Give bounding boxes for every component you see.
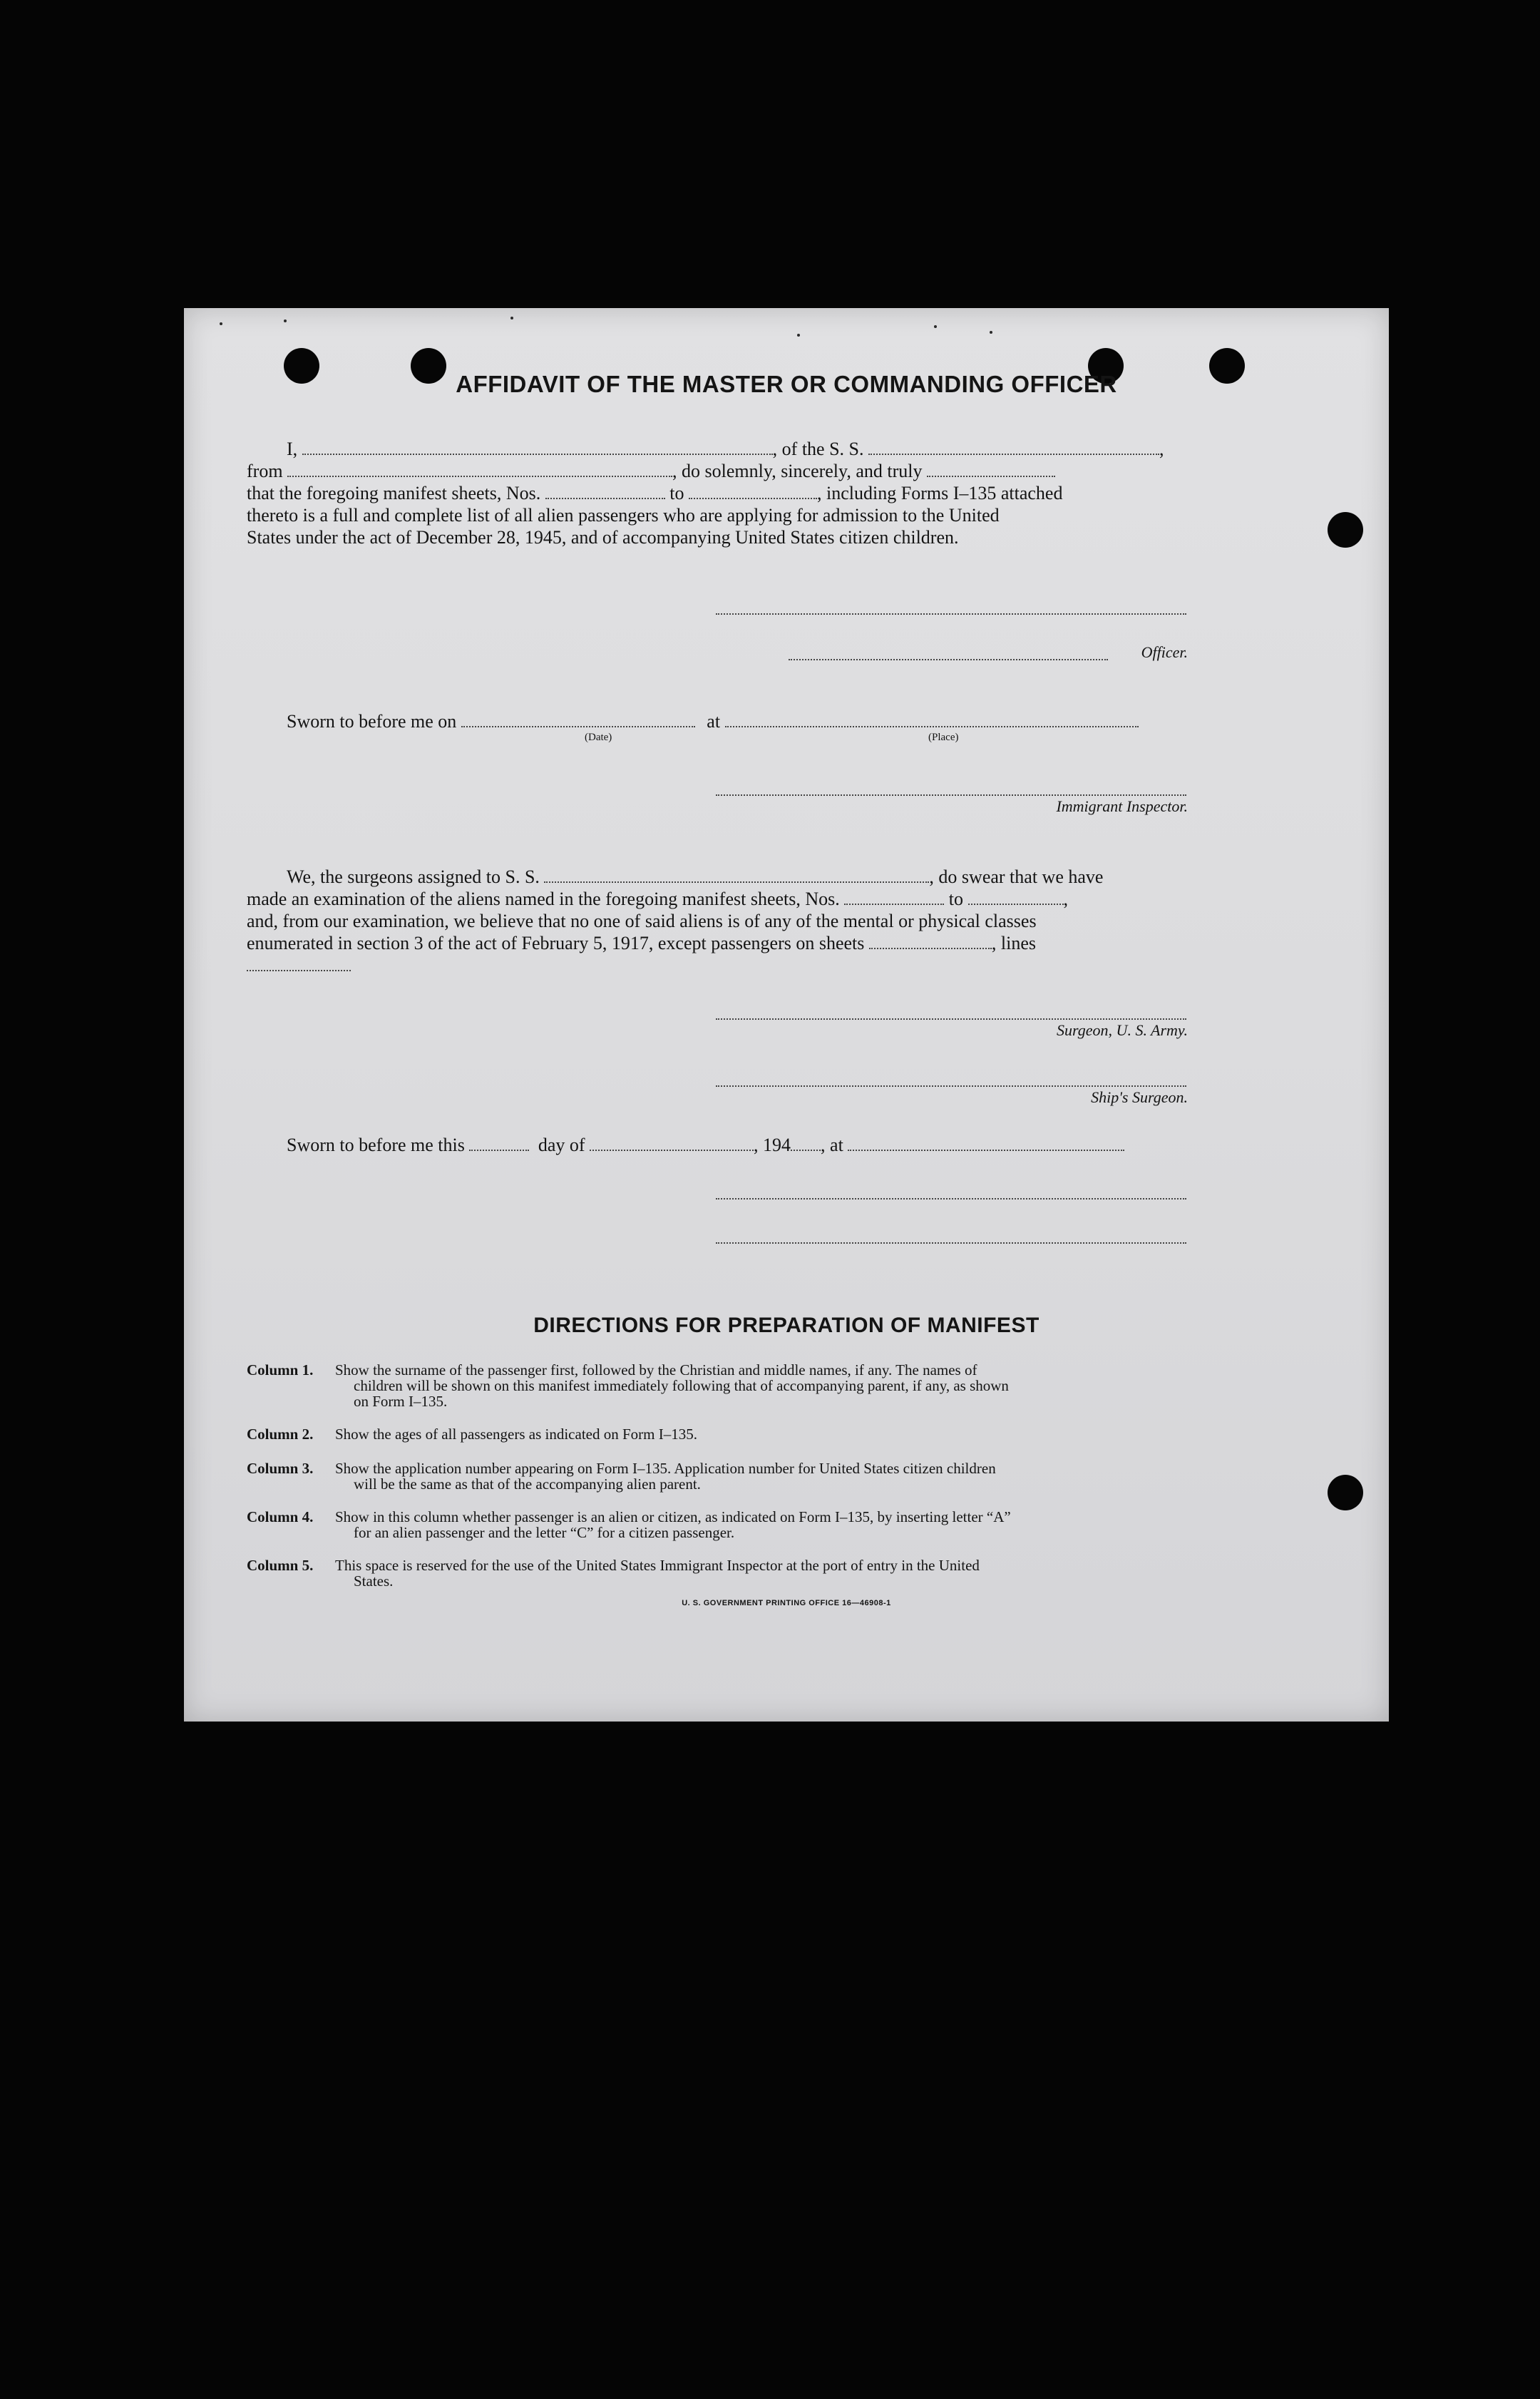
surgeons-sheet-from-field[interactable]	[844, 888, 944, 905]
army-surgeon-caption: Surgeon, U. S. Army.	[1057, 1021, 1188, 1039]
place-caption: (Place)	[928, 732, 959, 743]
date-caption: (Date)	[585, 732, 612, 743]
ship-surgeon-signature-line[interactable]	[716, 1085, 1186, 1087]
direction-column-2: Column 2. Show the ages of all passengers as indicated on Form I–135.	[247, 1426, 697, 1443]
affidavit-paragraph: I, , of the S. S. , from , do solemnly, sincerely, and truly that the foregoing manifest sheets, Nos. to , including Forms I–135 attached thereto is a full and complete list of all alien passengers who are applying for admission to the United States under the act of December 28, 1945, and of accompanying United States citizen children.	[247, 439, 1164, 548]
sheet-from-field[interactable]	[545, 482, 665, 499]
manifest-form-page	[184, 308, 1389, 1722]
officer-caption: Officer.	[1141, 643, 1188, 661]
surgeons-sheet-to-field[interactable]	[968, 888, 1064, 905]
ship-name-field[interactable]	[868, 438, 1159, 455]
sworn-before-1: Sworn to before me on at	[247, 710, 1259, 732]
sworn-signature-line-1[interactable]	[716, 1198, 1186, 1200]
sworn-before-2: Sworn to before me this day of , 194 , at	[247, 1134, 1259, 1156]
officer-name-field[interactable]	[302, 438, 773, 455]
ship-surgeon-caption: Ship's Surgeon.	[1091, 1088, 1188, 1106]
direction-column-4: Column 4. Show in this column whether passenger is an alien or citizen, as indicated on Form I–135, by inserting letter “A” for an alien passenger and the letter “C” for a citizen passenger.	[247, 1508, 1011, 1541]
sheet-to-field[interactable]	[689, 482, 817, 499]
affidavit-title: AFFIDAVIT OF THE MASTER OR COMMANDING OFFICER	[456, 371, 1117, 397]
inspector-signature-line[interactable]	[716, 794, 1186, 796]
sworn-date-field[interactable]	[461, 710, 695, 727]
sworn-signature-line-2[interactable]	[716, 1242, 1186, 1244]
officer-signature-line-1[interactable]	[716, 613, 1186, 615]
army-surgeon-signature-line[interactable]	[716, 1018, 1186, 1020]
lines-field[interactable]	[247, 954, 351, 971]
punch-hole	[1328, 512, 1363, 548]
directions-title: DIRECTIONS FOR PREPARATION OF MANIFEST	[533, 1314, 1040, 1337]
from-port-field[interactable]	[287, 460, 672, 477]
inspector-caption: Immigrant Inspector.	[1056, 797, 1188, 815]
direction-column-3: Column 3. Show the application number appearing on Form I–135. Application number for United States citizen children will be the same as that of the accompanying alien parent.	[247, 1460, 996, 1493]
direction-column-1: Column 1. Show the surname of the passenger first, followed by the Christian and middle names, if any. The names of children will be shown on this manifest immediately following that of accompanying parent, if any, as shown on Form I–135.	[247, 1361, 1009, 1410]
sworn-place-field[interactable]	[725, 710, 1139, 727]
surgeons-ship-field[interactable]	[544, 866, 929, 883]
officer-signature-line-2[interactable]	[789, 659, 1108, 660]
sworn-at-field[interactable]	[848, 1134, 1124, 1151]
sworn-month-field[interactable]	[590, 1134, 754, 1151]
punch-hole	[1328, 1475, 1363, 1510]
sworn-year-field[interactable]	[791, 1134, 821, 1151]
sworn-day-field[interactable]	[469, 1134, 529, 1151]
surgeons-paragraph: We, the surgeons assigned to S. S. , do swear that we have made an examination of the aliens named in the foregoing manifest sheets, Nos. to , and, from our examination, we believe that no one of said aliens is of any of the mental or physical classes enumerated in section 3 of the act of February 5, 1917, except passengers on sheets , lines	[247, 866, 1259, 976]
except-sheets-field[interactable]	[869, 932, 992, 949]
printer-imprint: U. S. GOVERNMENT PRINTING OFFICE 16—46908-1	[682, 1599, 891, 1607]
truly-field[interactable]	[927, 460, 1055, 477]
direction-column-5: Column 5. This space is reserved for the use of the United States Immigrant Inspector at the port of entry in the United States.	[247, 1557, 980, 1590]
